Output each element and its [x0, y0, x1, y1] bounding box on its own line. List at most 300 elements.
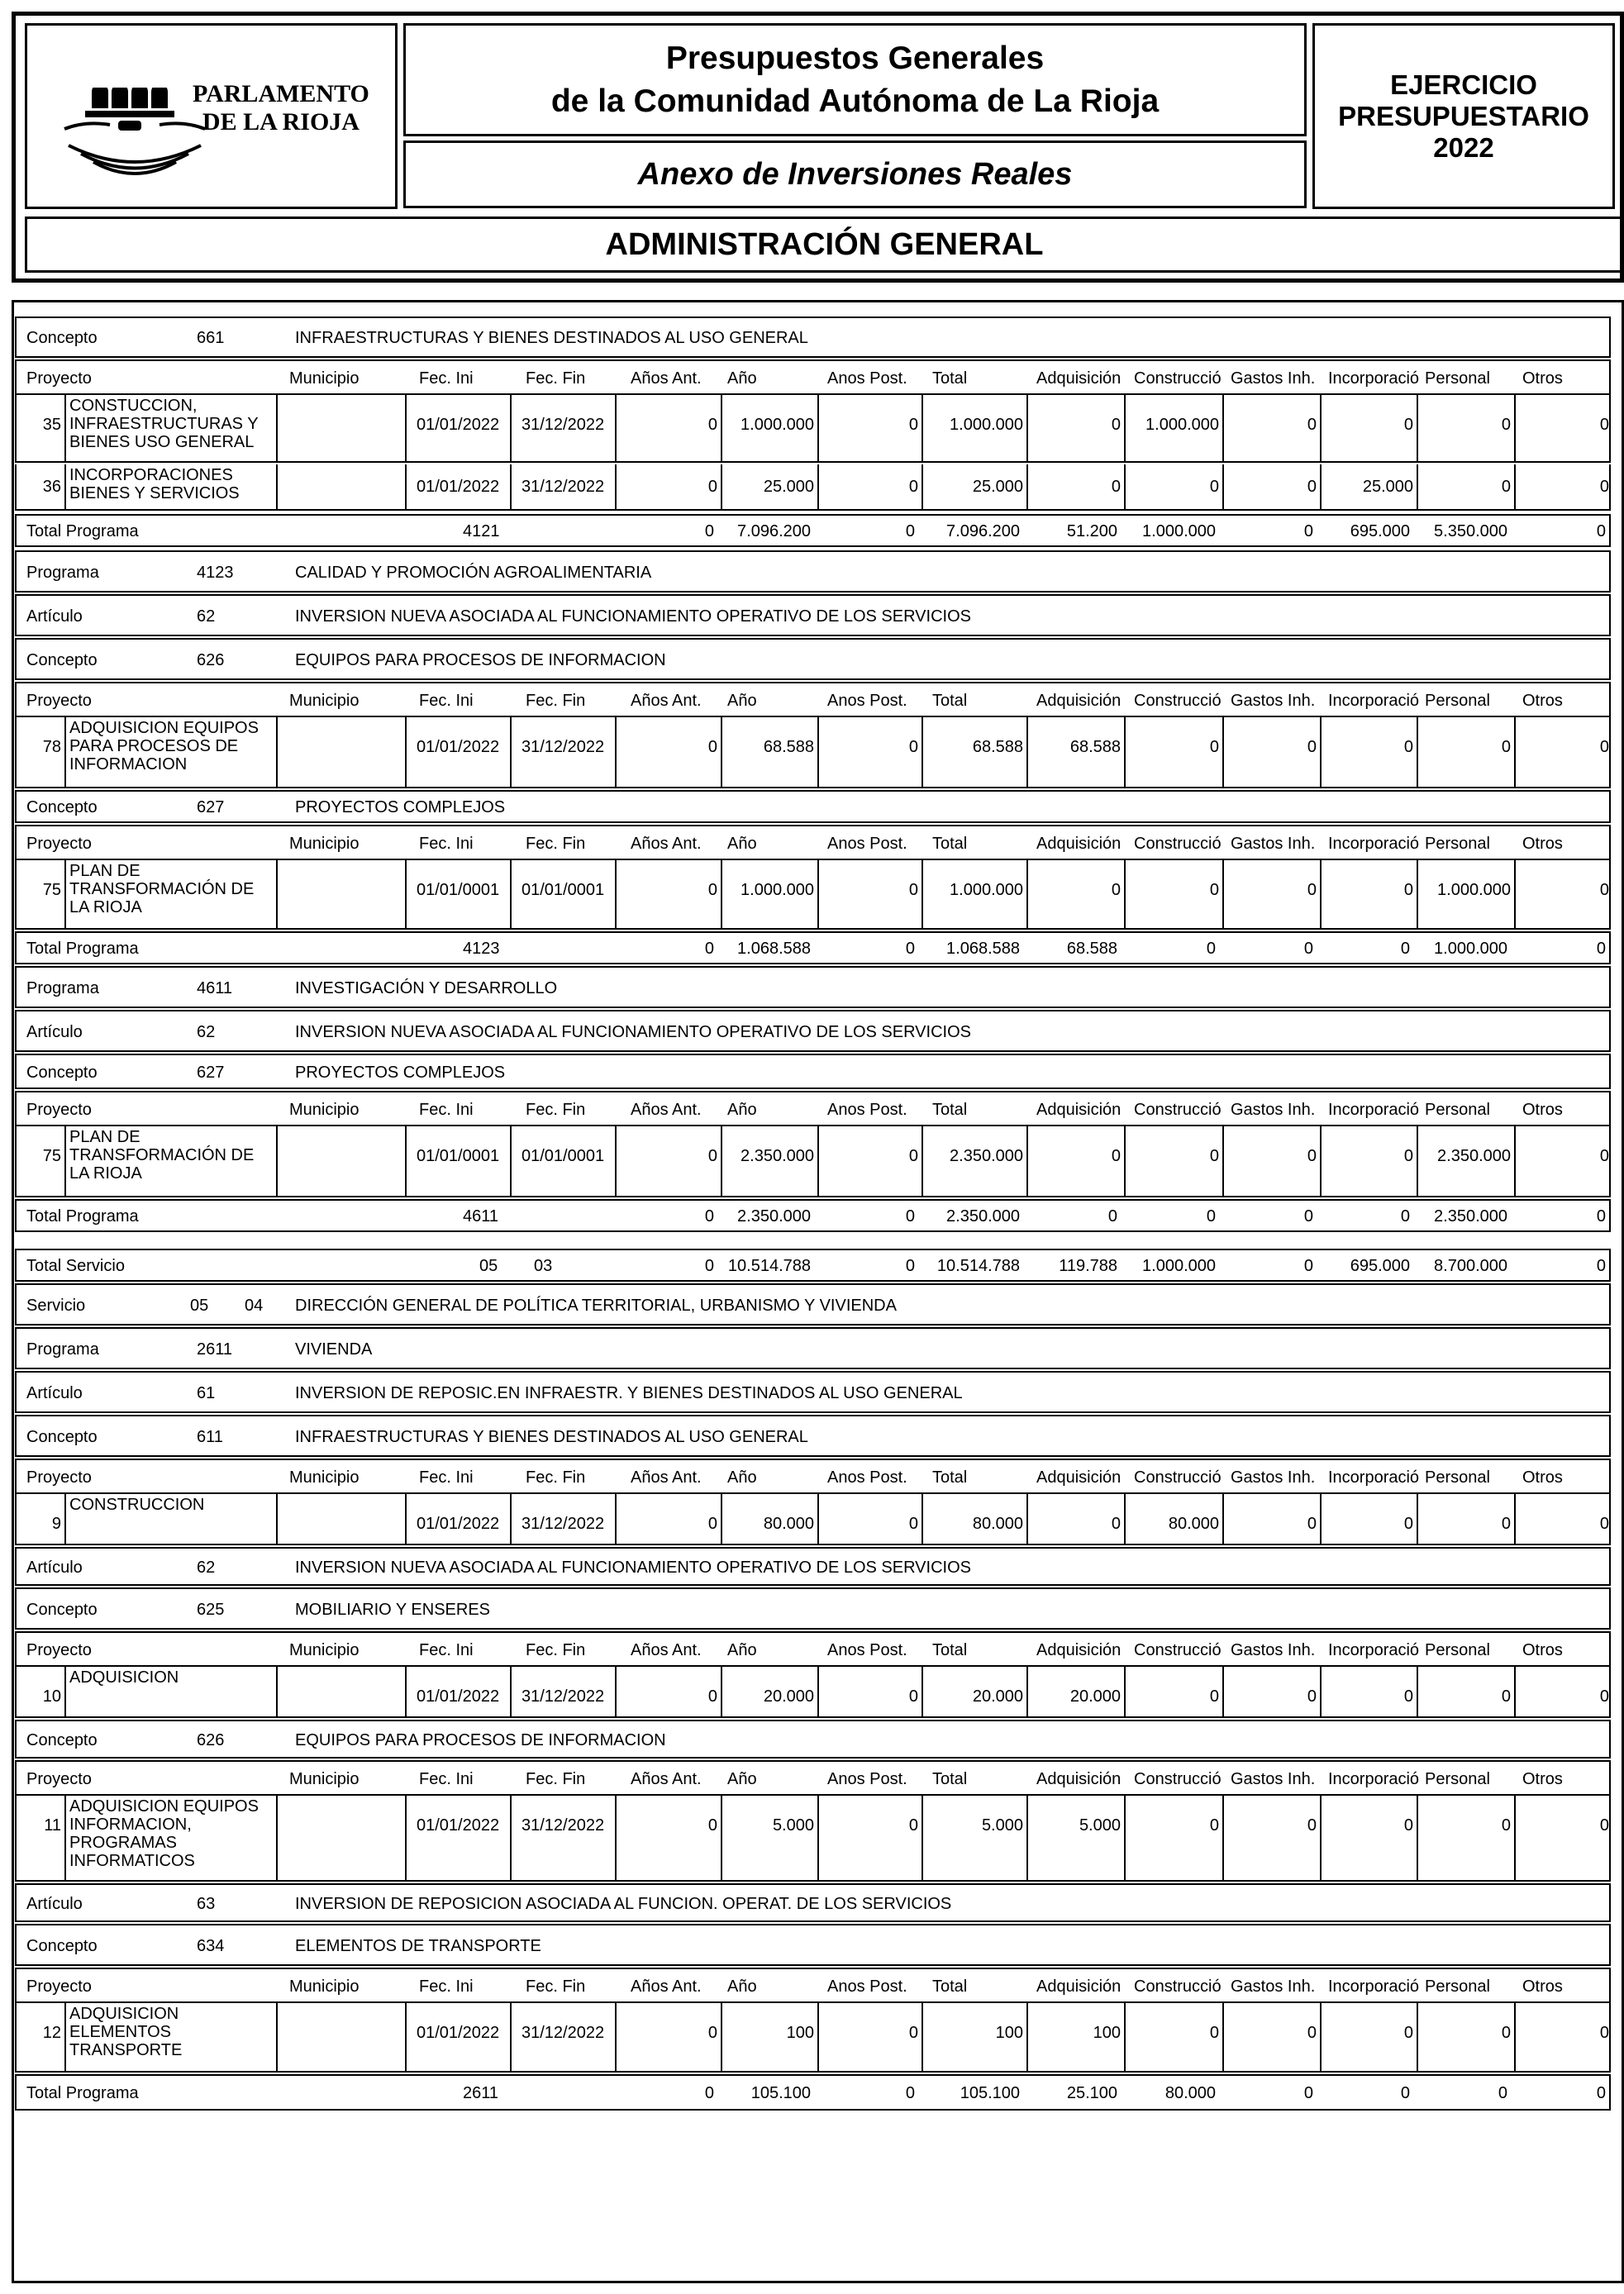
total-value: 0: [1596, 1257, 1606, 1275]
column-header: Fec. Fin: [526, 369, 586, 388]
column-header: Fec. Fin: [526, 1101, 586, 1119]
project-row: [15, 2003, 1611, 2073]
end-date: 01/01/0001: [510, 1126, 615, 1196]
municipio-cell: [276, 717, 405, 787]
concepto-row-label: Concepto: [26, 1428, 98, 1446]
value-cell: 0: [817, 1796, 922, 1880]
value-cell: 2.350.000: [721, 1126, 817, 1196]
column-header: Proyecto: [26, 1978, 92, 1996]
value-cell: 80.000: [721, 1494, 817, 1544]
concepto-row-code: 626: [197, 651, 225, 669]
articulo-row: [15, 1010, 1611, 1052]
column-header: Municipio: [289, 1978, 360, 1996]
articulo-row-code: 62: [197, 1023, 216, 1041]
municipio-cell: [276, 1796, 405, 1880]
column-header: Personal: [1425, 835, 1490, 853]
column-header: Personal: [1425, 1978, 1490, 1996]
exercise-line-1: EJERCICIO: [1390, 69, 1537, 100]
value-cell: 0: [1320, 1667, 1417, 1716]
column-header: Años Ant.: [631, 1101, 702, 1119]
value-cell: 0: [1320, 1796, 1417, 1880]
concepto-row-label: Concepto: [26, 651, 98, 669]
annex-title: Anexo de Inversiones Reales: [403, 140, 1307, 208]
value-cell: 68.588: [922, 717, 1026, 787]
value-cell: 0: [1026, 464, 1124, 509]
articulo-row-code: 63: [197, 1895, 216, 1913]
project-number: 36: [42, 478, 61, 496]
total-value: 2.350.000: [946, 1207, 1020, 1226]
value-cell: 0: [1222, 860, 1320, 928]
value-cell: 0: [1124, 1667, 1222, 1716]
total-servicio-row-code: 05: [479, 1257, 498, 1275]
project-row: [15, 717, 1611, 788]
value-cell: 0: [1417, 395, 1514, 461]
column-header: Adquisición: [1036, 1978, 1122, 1996]
total-servicio-row-label: Total Servicio: [26, 1257, 125, 1275]
programa-row: [15, 1327, 1611, 1369]
articulo-row-label: Artículo: [26, 1895, 83, 1913]
start-date: 01/01/2022: [405, 1796, 510, 1880]
concepto-row: [15, 1924, 1611, 1966]
column-header: Total: [932, 1770, 968, 1788]
column-header: Incorporació: [1328, 1101, 1420, 1119]
total-value: 695.000: [1350, 522, 1410, 540]
total-value: 0: [1303, 2084, 1313, 2102]
concepto-row-code: 627: [197, 798, 225, 816]
total-programa-row-label: Total Programa: [26, 940, 139, 958]
logo-text: [193, 80, 369, 136]
programa-row: [15, 966, 1611, 1008]
value-cell: 0: [1514, 464, 1612, 509]
concepto-row-label: Concepto: [26, 329, 98, 347]
column-header: Gastos Inh.: [1231, 369, 1316, 388]
articulo-row-code: 62: [197, 1559, 216, 1577]
total-servicio-row-code-2: 03: [534, 1257, 553, 1275]
end-date: 31/12/2022: [510, 1667, 615, 1716]
articulo-row-label: Artículo: [26, 607, 83, 626]
column-header: Proyecto: [26, 1468, 92, 1487]
column-header: Otros: [1522, 1468, 1563, 1487]
title-line-1: Presupuestos Generales: [665, 40, 1045, 76]
column-header: Años Ant.: [631, 1641, 702, 1659]
column-header: Fec. Fin: [526, 692, 586, 710]
column-header: Adquisición: [1036, 1468, 1122, 1487]
end-date: 31/12/2022: [510, 1494, 615, 1544]
value-cell: 80.000: [1124, 1494, 1222, 1544]
column-header: Año: [727, 1770, 757, 1788]
column-header: Gastos Inh.: [1231, 1468, 1316, 1487]
programa-row-code: 4611: [197, 979, 233, 997]
total-value: 0: [905, 940, 915, 958]
column-header: Total: [932, 1468, 968, 1487]
exercise-line-2: PRESUPUESTARIO: [1338, 100, 1589, 131]
column-header: Otros: [1522, 369, 1563, 388]
value-cell: 0: [615, 1667, 721, 1716]
column-header: Proyecto: [26, 692, 92, 710]
column-header: Incorporació: [1328, 369, 1420, 388]
concepto-row-name: EQUIPOS PARA PROCESOS DE INFORMACION: [295, 651, 666, 669]
column-header: Fec. Ini: [419, 1770, 474, 1788]
total-value: 1.000.000: [1434, 940, 1507, 958]
column-header: Fec. Ini: [419, 1641, 474, 1659]
column-header: Otros: [1522, 1101, 1563, 1119]
concepto-row-code: 626: [197, 1731, 225, 1749]
value-cell: 0: [1124, 717, 1222, 787]
value-cell: 0: [1320, 395, 1417, 461]
concepto-row-code: 627: [197, 1064, 225, 1082]
value-cell: 0: [1320, 717, 1417, 787]
column-header: Años Ant.: [631, 835, 702, 853]
total-value: 0: [1400, 1207, 1410, 1226]
column-header: Personal: [1425, 1468, 1490, 1487]
column-header: Construcció: [1134, 1978, 1222, 1996]
project-row: [15, 395, 1611, 463]
column-header: Gastos Inh.: [1231, 1770, 1316, 1788]
column-header: Total: [932, 835, 968, 853]
programa-row-code: 2611: [197, 1340, 233, 1359]
concepto-row-label: Concepto: [26, 1601, 98, 1619]
column-header: Total: [932, 1978, 968, 1996]
column-header: Municipio: [289, 835, 360, 853]
column-header-row: [15, 825, 1611, 860]
value-cell: 0: [817, 464, 922, 509]
column-header-row: [15, 1631, 1611, 1667]
column-header: Municipio: [289, 1770, 360, 1788]
total-programa-row: [15, 1199, 1611, 1232]
total-value: 0: [1596, 522, 1606, 540]
column-header-row: [15, 682, 1611, 717]
column-header: Fec. Ini: [419, 1468, 474, 1487]
concepto-row-label: Concepto: [26, 1937, 98, 1955]
project-description: PLAN DE TRANSFORMACIÓN DE LA RIOJA: [64, 1126, 276, 1196]
total-value: 0: [704, 1207, 714, 1226]
column-header: Personal: [1425, 692, 1490, 710]
column-header: Personal: [1425, 1770, 1490, 1788]
value-cell: 5.000: [721, 1796, 817, 1880]
value-cell: 1.000.000: [1124, 395, 1222, 461]
value-cell: 100: [922, 2003, 1026, 2071]
total-programa-row-label: Total Programa: [26, 1207, 139, 1226]
articulo-row-label: Artículo: [26, 1559, 83, 1577]
value-cell: 0: [1026, 860, 1124, 928]
municipio-cell: [276, 860, 405, 928]
municipio-cell: [276, 1126, 405, 1196]
column-header: Municipio: [289, 1641, 360, 1659]
column-header: Años Ant.: [631, 369, 702, 388]
start-date: 01/01/2022: [405, 717, 510, 787]
column-header: Construcció: [1134, 1770, 1222, 1788]
column-header-row: [15, 1459, 1611, 1494]
total-value: 0: [704, 2084, 714, 2102]
total-value: 1.068.588: [737, 940, 811, 958]
total-programa-row-label: Total Programa: [26, 2084, 139, 2102]
column-header: Total: [932, 1101, 968, 1119]
value-cell: 2.350.000: [922, 1126, 1026, 1196]
value-cell: 20.000: [922, 1667, 1026, 1716]
total-value: 0: [1206, 940, 1216, 958]
project-number: 10: [42, 1687, 61, 1706]
value-cell: 0: [1124, 2003, 1222, 2071]
concepto-row-code: 634: [197, 1937, 225, 1955]
column-header: Gastos Inh.: [1231, 1978, 1316, 1996]
title-line-2: de la Comunidad Autónoma de La Rioja: [550, 83, 1160, 119]
articulo-row: [15, 594, 1611, 636]
value-cell: 0: [1222, 395, 1320, 461]
column-header: Adquisición: [1036, 835, 1122, 853]
column-header: Año: [727, 1468, 757, 1487]
concepto-row-label: Concepto: [26, 1731, 98, 1749]
value-cell: 0: [817, 1667, 922, 1716]
concepto-row-name: EQUIPOS PARA PROCESOS DE INFORMACION: [295, 1731, 666, 1749]
programa-row-code: 4123: [197, 564, 234, 582]
total-value: 51.200: [1066, 522, 1117, 540]
column-header: Municipio: [289, 369, 360, 388]
concepto-row-label: Concepto: [26, 1064, 98, 1082]
total-value: 68.588: [1066, 940, 1117, 958]
value-cell: 80.000: [922, 1494, 1026, 1544]
column-header: Año: [727, 1641, 757, 1659]
column-header: Construcció: [1134, 369, 1222, 388]
value-cell: 20.000: [721, 1667, 817, 1716]
column-header: Fec. Fin: [526, 1978, 586, 1996]
municipio-cell: [276, 1494, 405, 1544]
value-cell: 0: [615, 1494, 721, 1544]
column-header: Total: [932, 1641, 968, 1659]
value-cell: 0: [1514, 1667, 1612, 1716]
start-date: 01/01/2022: [405, 464, 510, 509]
articulo-row-label: Artículo: [26, 1384, 83, 1402]
column-header: Anos Post.: [827, 835, 907, 853]
value-cell: 68.588: [1026, 717, 1124, 787]
value-cell: 25.000: [922, 464, 1026, 509]
total-value: 0: [1498, 2084, 1507, 2102]
column-header: Adquisición: [1036, 692, 1122, 710]
value-cell: 0: [1124, 1126, 1222, 1196]
exercise-box: [1312, 23, 1615, 209]
total-value: 1.068.588: [946, 940, 1020, 958]
value-cell: 0: [1514, 860, 1612, 928]
total-value: 0: [1206, 1207, 1216, 1226]
column-header: Construcció: [1134, 835, 1222, 853]
value-cell: 0: [817, 717, 922, 787]
programa-row-name: INVESTIGACIÓN Y DESARROLLO: [295, 979, 558, 997]
column-header-row: [15, 1968, 1611, 2003]
column-header: Gastos Inh.: [1231, 835, 1316, 853]
total-value: 2.350.000: [1434, 1207, 1507, 1226]
project-row: [15, 1796, 1611, 1882]
value-cell: 25.000: [721, 464, 817, 509]
column-header: Otros: [1522, 835, 1563, 853]
column-header: Otros: [1522, 692, 1563, 710]
total-value: 0: [1596, 940, 1606, 958]
project-number: 12: [42, 2024, 61, 2042]
total-value: 0: [1303, 1257, 1313, 1275]
concepto-row-code: 611: [197, 1428, 223, 1446]
value-cell: 0: [817, 1126, 922, 1196]
column-header: Año: [727, 692, 757, 710]
column-header: Fec. Fin: [526, 1641, 586, 1659]
column-header: Total: [932, 692, 968, 710]
start-date: 01/01/0001: [405, 860, 510, 928]
column-header: Año: [727, 835, 757, 853]
articulo-row-name: INVERSION NUEVA ASOCIADA AL FUNCIONAMIENTO OPERATIVO DE LOS SERVICIOS: [295, 1559, 971, 1577]
municipio-cell: [276, 2003, 405, 2071]
value-cell: 2.350.000: [1417, 1126, 1514, 1196]
column-header: Adquisición: [1036, 369, 1122, 388]
value-cell: 20.000: [1026, 1667, 1124, 1716]
programa-row-label: Programa: [26, 1340, 99, 1359]
servicio-code-2: 04: [245, 1297, 264, 1315]
logo-line-1: PARLAMENTO: [193, 80, 369, 107]
exercise-year: 2022: [1433, 131, 1494, 163]
total-value: 0: [704, 1257, 714, 1275]
total-value: 10.514.788: [936, 1257, 1020, 1275]
column-header: Personal: [1425, 1641, 1490, 1659]
end-date: 31/12/2022: [510, 717, 615, 787]
project-number: 35: [42, 416, 61, 434]
value-cell: 0: [1222, 464, 1320, 509]
value-cell: 68.588: [721, 717, 817, 787]
total-value: 0: [1107, 1207, 1117, 1226]
total-value: 5.350.000: [1434, 522, 1507, 540]
value-cell: 100: [1026, 2003, 1124, 2071]
column-header: Incorporació: [1328, 1770, 1420, 1788]
value-cell: 0: [1514, 1796, 1612, 1880]
value-cell: 1.000.000: [721, 860, 817, 928]
concepto-row-name: INFRAESTRUCTURAS Y BIENES DESTINADOS AL USO GENERAL: [295, 1428, 808, 1446]
column-header: Anos Post.: [827, 692, 907, 710]
value-cell: 0: [1320, 1494, 1417, 1544]
column-header: Fec. Fin: [526, 1468, 586, 1487]
municipio-cell: [276, 1667, 405, 1716]
value-cell: 0: [615, 464, 721, 509]
programa-row-label: Programa: [26, 979, 99, 997]
total-programa-row: [15, 931, 1611, 964]
total-programa-row-label: Total Programa: [26, 522, 139, 540]
value-cell: 1.000.000: [721, 395, 817, 461]
total-value: 0: [704, 522, 714, 540]
column-header: Fec. Ini: [419, 692, 474, 710]
value-cell: 0: [615, 860, 721, 928]
value-cell: 1.000.000: [1417, 860, 1514, 928]
column-header: Municipio: [289, 1101, 360, 1119]
project-row: [15, 1126, 1611, 1197]
total-value: 105.100: [960, 2084, 1020, 2102]
total-value: 8.700.000: [1434, 1257, 1507, 1275]
project-description: ADQUISICION: [64, 1667, 276, 1716]
project-number: 11: [44, 1816, 61, 1835]
programa-row-name: VIVIENDA: [295, 1340, 373, 1359]
value-cell: 0: [1417, 1494, 1514, 1544]
column-header: Construcció: [1134, 1641, 1222, 1659]
column-header: Años Ant.: [631, 1770, 702, 1788]
concepto-row: [15, 316, 1611, 358]
articulo-row: [15, 1883, 1611, 1922]
total-value: 0: [905, 522, 915, 540]
column-header: Construcció: [1134, 1468, 1222, 1487]
column-header: Adquisición: [1036, 1770, 1122, 1788]
column-header: Gastos Inh.: [1231, 692, 1316, 710]
value-cell: 0: [817, 395, 922, 461]
column-header: Construcció: [1134, 1101, 1222, 1119]
concepto-row: [15, 1720, 1611, 1759]
column-header: Gastos Inh.: [1231, 1641, 1316, 1659]
column-header: Incorporació: [1328, 1978, 1420, 1996]
column-header: Adquisición: [1036, 1101, 1122, 1119]
total-programa-row: [15, 2074, 1611, 2111]
concepto-row-label: Concepto: [26, 798, 98, 816]
total-value: 119.788: [1059, 1257, 1117, 1275]
programa-row: [15, 550, 1611, 593]
column-header: Otros: [1522, 1978, 1563, 1996]
column-header: Municipio: [289, 1468, 360, 1487]
value-cell: 0: [1320, 1126, 1417, 1196]
value-cell: 0: [1417, 464, 1514, 509]
articulo-row-name: INVERSION DE REPOSICION ASOCIADA AL FUNCION. OPERAT. DE LOS SERVICIOS: [295, 1895, 952, 1913]
column-header: Anos Post.: [827, 369, 907, 388]
value-cell: 0: [615, 717, 721, 787]
column-header: Años Ant.: [631, 692, 702, 710]
value-cell: 0: [1222, 717, 1320, 787]
project-row: [15, 860, 1611, 930]
column-header: Proyecto: [26, 1770, 92, 1788]
articulo-row: [15, 1371, 1611, 1413]
total-value: 0: [905, 1257, 915, 1275]
value-cell: 0: [817, 860, 922, 928]
start-date: 01/01/2022: [405, 395, 510, 461]
column-header: Años Ant.: [631, 1468, 702, 1487]
column-header: Fec. Ini: [419, 369, 474, 388]
concepto-row-code: 625: [197, 1601, 225, 1619]
title-box: [403, 23, 1307, 136]
value-cell: 0: [1514, 1126, 1612, 1196]
total-value: 695.000: [1350, 1257, 1410, 1275]
value-cell: 0: [1417, 2003, 1514, 2071]
total-value: 105.100: [750, 2084, 811, 2102]
total-value: 0: [1303, 940, 1313, 958]
project-number: 78: [42, 738, 61, 756]
municipio-cell: [276, 464, 405, 509]
column-header: Proyecto: [26, 369, 92, 388]
programa-row-name: CALIDAD Y PROMOCIÓN AGROALIMENTARIA: [295, 564, 652, 582]
concepto-row-name: INFRAESTRUCTURAS Y BIENES DESTINADOS AL USO GENERAL: [295, 329, 808, 347]
value-cell: 0: [615, 1796, 721, 1880]
value-cell: 0: [1514, 1494, 1612, 1544]
value-cell: 1.000.000: [922, 395, 1026, 461]
articulo-row-code: 61: [197, 1384, 216, 1402]
articulo-row-name: INVERSION DE REPOSIC.EN INFRAESTR. Y BIENES DESTINADOS AL USO GENERAL: [295, 1384, 963, 1402]
column-header: Fec. Ini: [419, 835, 474, 853]
servicio-label: Servicio: [26, 1297, 86, 1315]
column-header: Anos Post.: [827, 1770, 907, 1788]
concepto-row: [15, 1587, 1611, 1630]
total-value: 10.514.788: [727, 1257, 811, 1275]
column-header: Anos Post.: [827, 1101, 907, 1119]
value-cell: 1.000.000: [922, 860, 1026, 928]
start-date: 01/01/2022: [405, 2003, 510, 2071]
value-cell: 0: [615, 395, 721, 461]
column-header: Año: [727, 1978, 757, 1996]
column-header: Adquisición: [1036, 1641, 1122, 1659]
end-date: 31/12/2022: [510, 2003, 615, 2071]
value-cell: 0: [1026, 395, 1124, 461]
value-cell: 5.000: [922, 1796, 1026, 1880]
concepto-row-name: PROYECTOS COMPLEJOS: [295, 1064, 506, 1082]
column-header-row: [15, 359, 1611, 395]
total-value: 0: [1596, 1207, 1606, 1226]
total-value: 0: [1400, 2084, 1410, 2102]
column-header: Proyecto: [26, 835, 92, 853]
